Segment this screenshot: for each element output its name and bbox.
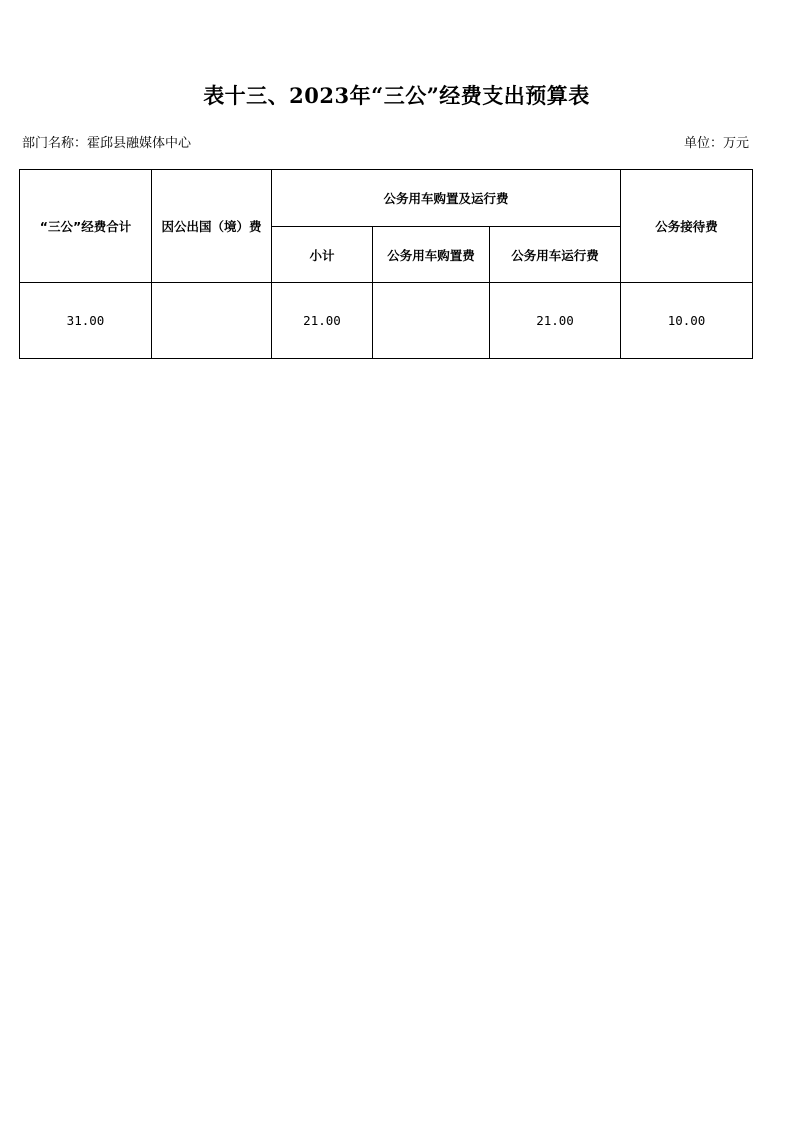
header-vehicle-subtotal: 小计 <box>272 227 373 283</box>
header-row-1 <box>20 170 753 227</box>
cell-total: 31.00 <box>20 283 152 359</box>
header-abroad: 因公出国（境）费 <box>152 170 272 283</box>
header-vehicle-operation: 公务用车运行费 <box>490 227 621 283</box>
cell-abroad <box>152 283 272 359</box>
cell-vehicle-operation: 21.00 <box>490 283 621 359</box>
unit-label: 单位：万元 <box>683 136 749 151</box>
header-vehicle-group: 公务用车购置及运行费 <box>272 170 621 227</box>
department-label: 部门名称：霍邱县融媒体中心 <box>22 136 192 151</box>
budget-table <box>19 169 753 359</box>
cell-reception: 10.00 <box>621 283 753 359</box>
header-total: “三公”经费合计 <box>20 170 152 283</box>
header-vehicle-purchase: 公务用车购置费 <box>373 227 490 283</box>
cell-vehicle-subtotal: 21.00 <box>272 283 373 359</box>
page-title: 表十三、2023年“三公”经费支出预算表 <box>203 83 590 108</box>
table-row <box>20 283 753 359</box>
header-reception: 公务接待费 <box>621 170 753 283</box>
cell-vehicle-purchase <box>373 283 490 359</box>
